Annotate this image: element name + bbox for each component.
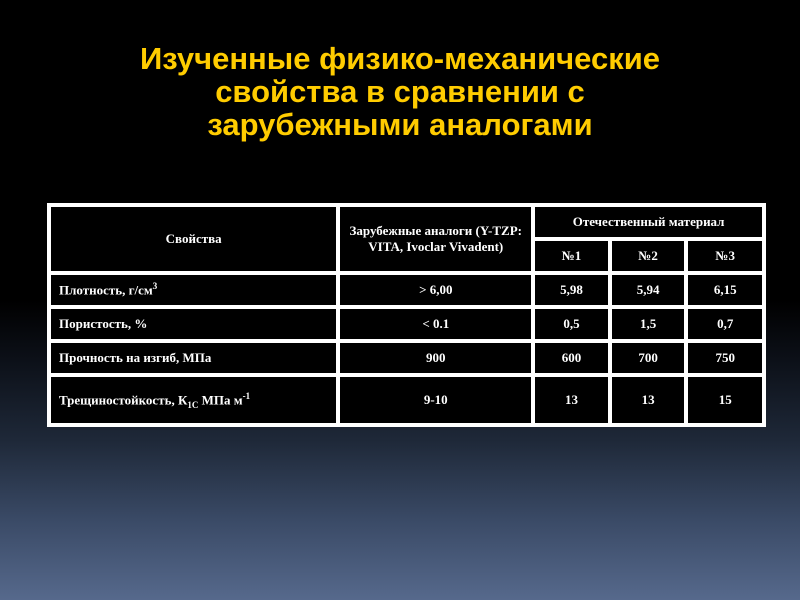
header-n1: №1 xyxy=(533,239,610,273)
row-density-name: Плотность, $г/см^3$ xyxy=(49,273,338,307)
slide-title xyxy=(0,42,800,141)
header-n2: №2 xyxy=(610,239,687,273)
row-strength-foreign: 900 xyxy=(338,341,533,375)
header-n3: №3 xyxy=(686,239,764,273)
table-row xyxy=(49,307,764,341)
row-toughness-foreign: 9-10 xyxy=(338,375,533,425)
row-porosity-n3: 0,7 xyxy=(686,307,764,341)
row-strength-name: Прочность на изгиб, МПа xyxy=(49,341,338,375)
header-properties: Свойства xyxy=(49,205,338,273)
row-toughness-n1: 13 xyxy=(533,375,610,425)
table-row xyxy=(49,375,764,425)
row-strength-n2: 700 xyxy=(610,341,687,375)
row-density-foreign: > 6,00 xyxy=(338,273,533,307)
properties-table xyxy=(47,203,766,427)
row-toughness-n2: 13 xyxy=(610,375,687,425)
row-toughness-name: Трещиностойкость, $К_{1C}$ МПа $м^{-1}$ xyxy=(49,375,338,425)
header-foreign-analogs: Зарубежные аналоги (Y-TZP: VITA, Ivoclar Vivadent) xyxy=(338,205,533,273)
title-line-2: свойства в сравнении с xyxy=(215,74,585,109)
header-row xyxy=(49,205,764,239)
row-porosity-n2: 1,5 xyxy=(610,307,687,341)
row-porosity-n1: 0,5 xyxy=(533,307,610,341)
header-domestic-material: Отечественный материал xyxy=(533,205,764,239)
row-strength-n1: 600 xyxy=(533,341,610,375)
table-row xyxy=(49,273,764,307)
row-toughness-n3: 15 xyxy=(686,375,764,425)
title-line-1: Изученные физико-механические xyxy=(139,41,661,76)
row-strength-n3: 750 xyxy=(686,341,764,375)
row-density-n3: 6,15 xyxy=(686,273,764,307)
row-density-n2: 5,94 xyxy=(610,273,687,307)
row-porosity-foreign: < 0.1 xyxy=(338,307,533,341)
row-density-n1: 5,98 xyxy=(533,273,610,307)
title-line-3: зарубежными аналогами xyxy=(207,107,593,142)
row-porosity-name: Пористость, % xyxy=(49,307,338,341)
table-row xyxy=(49,341,764,375)
